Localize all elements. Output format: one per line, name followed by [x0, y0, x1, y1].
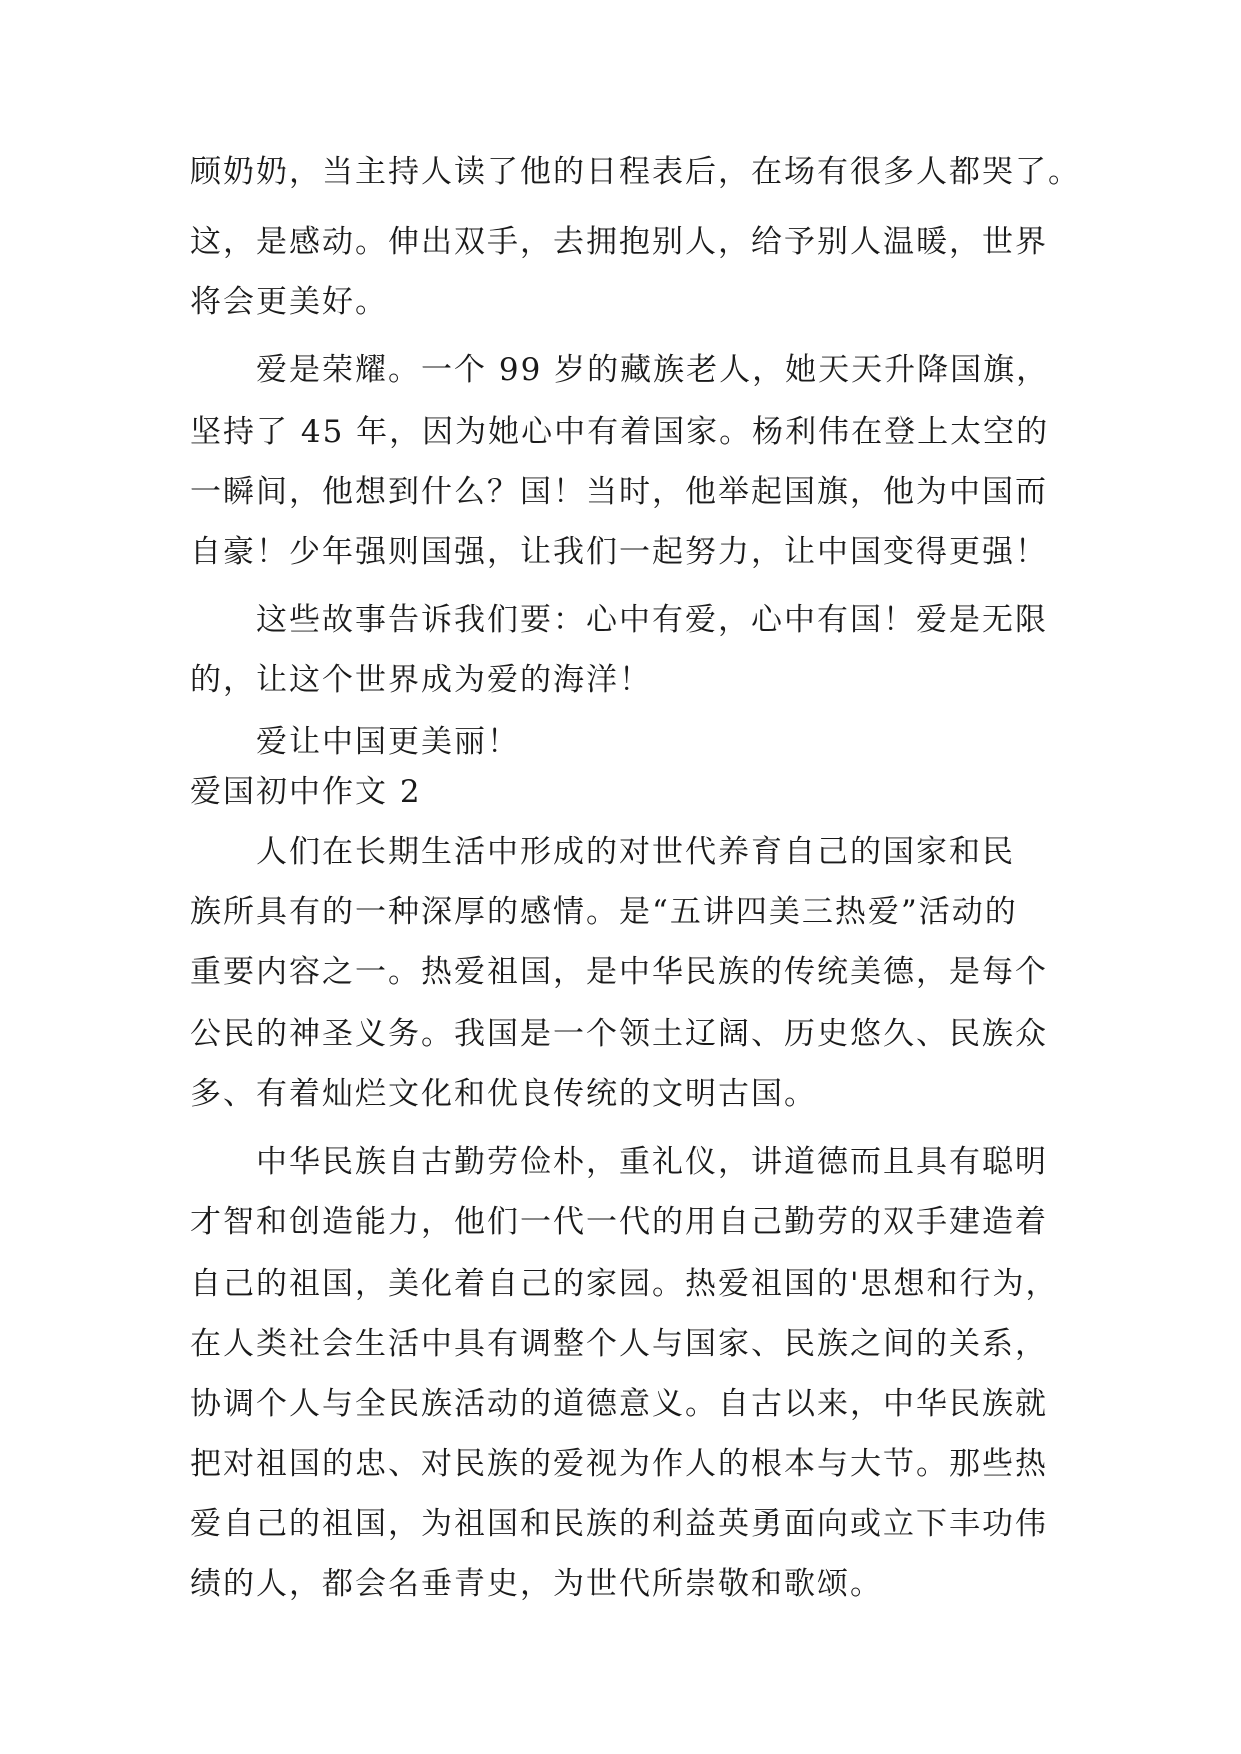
text-line: 在人类社会生活中具有调整个人与国家、民族之间的关系， [190, 1326, 1048, 1362]
text-line: 爱自己的祖国，为祖国和民族的利益英勇面向或立下丰功伟 [190, 1506, 1048, 1542]
section-heading: 爱国初中作文 2 [190, 774, 422, 810]
text-line: 这，是感动。伸出双手，去拥抱别人，给予别人温暖，世界 [190, 224, 1048, 260]
text-line: 将会更美好。 [190, 284, 388, 320]
text-line: 把对祖国的忠、对民族的爱视为作人的根本与大节。那些热 [190, 1446, 1048, 1482]
text-line: 自豪！少年强则国强，让我们一起努力，让中国变得更强！ [190, 534, 1048, 570]
text-line: 这些故事告诉我们要：心中有爱，心中有国！爱是无限 [256, 602, 1048, 638]
text-line: 自己的祖国，美化着自己的家园。热爱祖国的'思想和行为， [190, 1266, 1059, 1302]
text-line: 协调个人与全民族活动的道德意义。自古以来，中华民族就 [190, 1386, 1048, 1422]
text-line: 公民的神圣义务。我国是一个领土辽阔、历史悠久、民族众 [190, 1016, 1048, 1052]
text-line: 的，让这个世界成为爱的海洋！ [190, 662, 652, 698]
text-line: 爱让中国更美丽！ [256, 724, 520, 760]
text-line: 才智和创造能力，他们一代一代的用自己勤劳的双手建造着 [190, 1204, 1048, 1240]
text-line: 重要内容之一。热爱祖国，是中华民族的传统美德，是每个 [190, 954, 1048, 990]
text-line: 多、有着灿烂文化和优良传统的文明古国。 [190, 1076, 817, 1112]
text-line: 中华民族自古勤劳俭朴，重礼仪，讲道德而且具有聪明 [256, 1144, 1048, 1180]
text-line: 顾奶奶，当主持人读了他的日程表后，在场有很多人都哭了。 [190, 154, 1081, 190]
text-line: 人们在长期生活中形成的对世代养育自己的国家和民 [256, 834, 1015, 870]
text-line: 坚持了 45 年，因为她心中有着国家。杨利伟在登上太空的 [190, 414, 1050, 450]
text-line: 爱是荣耀。一个 99 岁的藏族老人，她天天升降国旗， [256, 352, 1050, 388]
text-line: 绩的人，都会名垂青史，为世代所崇敬和歌颂。 [190, 1566, 883, 1602]
text-line: 一瞬间，他想到什么？国！当时，他举起国旗，他为中国而 [190, 474, 1048, 510]
text-line: 族所具有的一种深厚的感情。是“五讲四美三热爱”活动的 [190, 894, 1018, 930]
